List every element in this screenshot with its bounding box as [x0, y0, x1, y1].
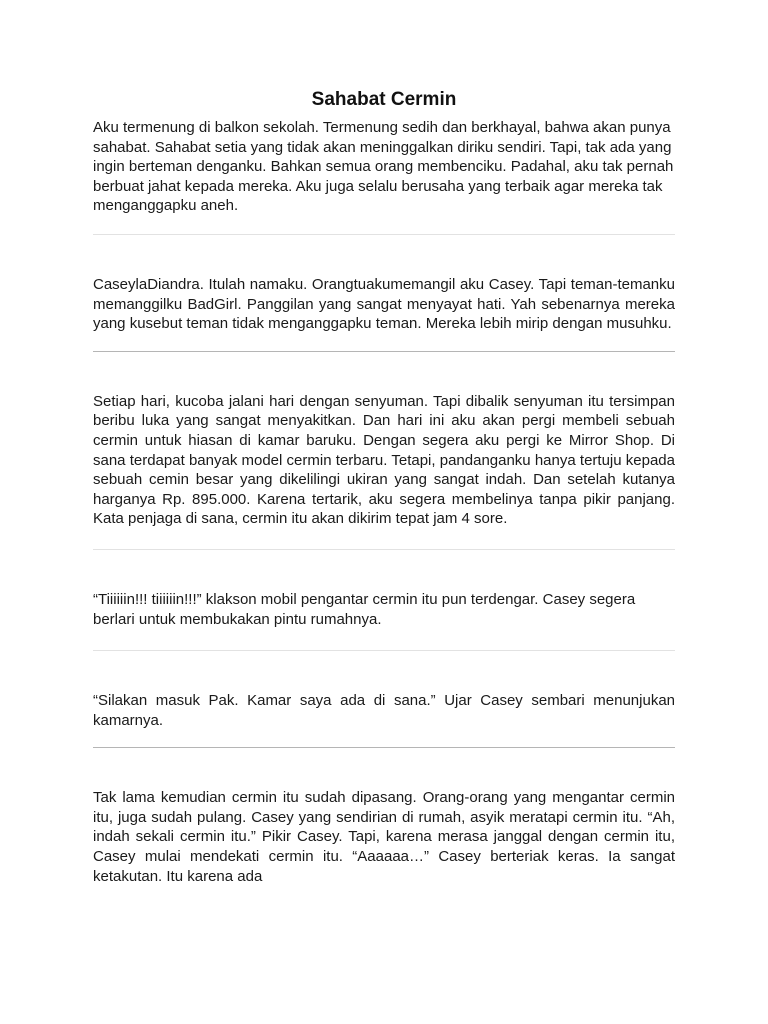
paragraph-5: “Silakan masuk Pak. Kamar saya ada di sana.” Ujar Casey sembari menunjukan kamarnya. — [93, 692, 675, 729]
document-title: Sahabat Cermin — [311, 89, 457, 110]
separator-4 — [93, 650, 675, 651]
separator-1 — [93, 234, 675, 235]
separator-2 — [93, 351, 675, 352]
paragraph-2: CaseylaDiandra. Itulah namaku. Orangtuakumemangil aku Casey. Tapi teman-temanku memanggilku BadGirl. Panggilan yang sangat menyayat hati. Yah sebenarnya mereka yang kusebut teman tidak menganggapku teman. Mereka lebih mirip dengan musuhku. — [93, 275, 675, 333]
paragraph-3: Setiap hari, kucoba jalani hari dengan senyuman. Tapi dibalik senyuman itu tersimpan beribu luka yang sangat menyakitkan. Dan hari ini aku akan pergi membeli sebuah cermin untuk hiasan di kamar baruku. Dengan segera aku pergi ke Mirror Shop. Di sana terdapat banyak model cermin terbaru. Tetapi, pandanganku hanya tertuju kepada sebuah cemin besar yang dikelilingi ukiran yang sangat indah. Dan setelah kutanya harganya Rp. 895.000. Karena tertarik, aku segera membelinya tanpa pikir panjang. Kata penjaga di sana, cermin itu akan dikirim tepat jam 4 sore. — [93, 392, 675, 528]
paragraph-4: “Tiiiiiin!!! tiiiiiin!!!” klakson mobil pengantar cermin itu pun terdengar. Casey segera berlari untuk membukakan pintu rumahnya. — [93, 590, 636, 628]
document-page — [93, 86, 675, 886]
separator-5 — [93, 747, 675, 748]
paragraph-1: Aku termenung di balkon sekolah. Termenung sedih dan berkhayal, bahwa akan punya sahabat. Sahabat setia yang tidak akan meninggalkan diriku sendiri. Tapi, tak ada yang ingin berteman denganku. Bahkan semua orang membenciku. Padahal, aku tak pernah berbuat jahat kepada mereka. Aku juga selalu berusaha yang terbaik agar mereka tak menganggapku aneh. — [93, 119, 674, 215]
paragraph-6: Tak lama kemudian cermin itu sudah dipasang. Orang-orang yang mengantar cermin itu, juga sudah pulang. Casey yang sendirian di rumah, asyik meratapi cermin itu. “Ah, indah sekali cermin itu.” Pikir Casey. Tapi, karena merasa janggal dengan cermin itu, Casey mulai mendekati cermin itu. “Aaaaaa…” Casey berteriak keras. Ia sangat ketakutan. Itu karena ada — [93, 789, 675, 885]
separator-3 — [93, 549, 675, 550]
